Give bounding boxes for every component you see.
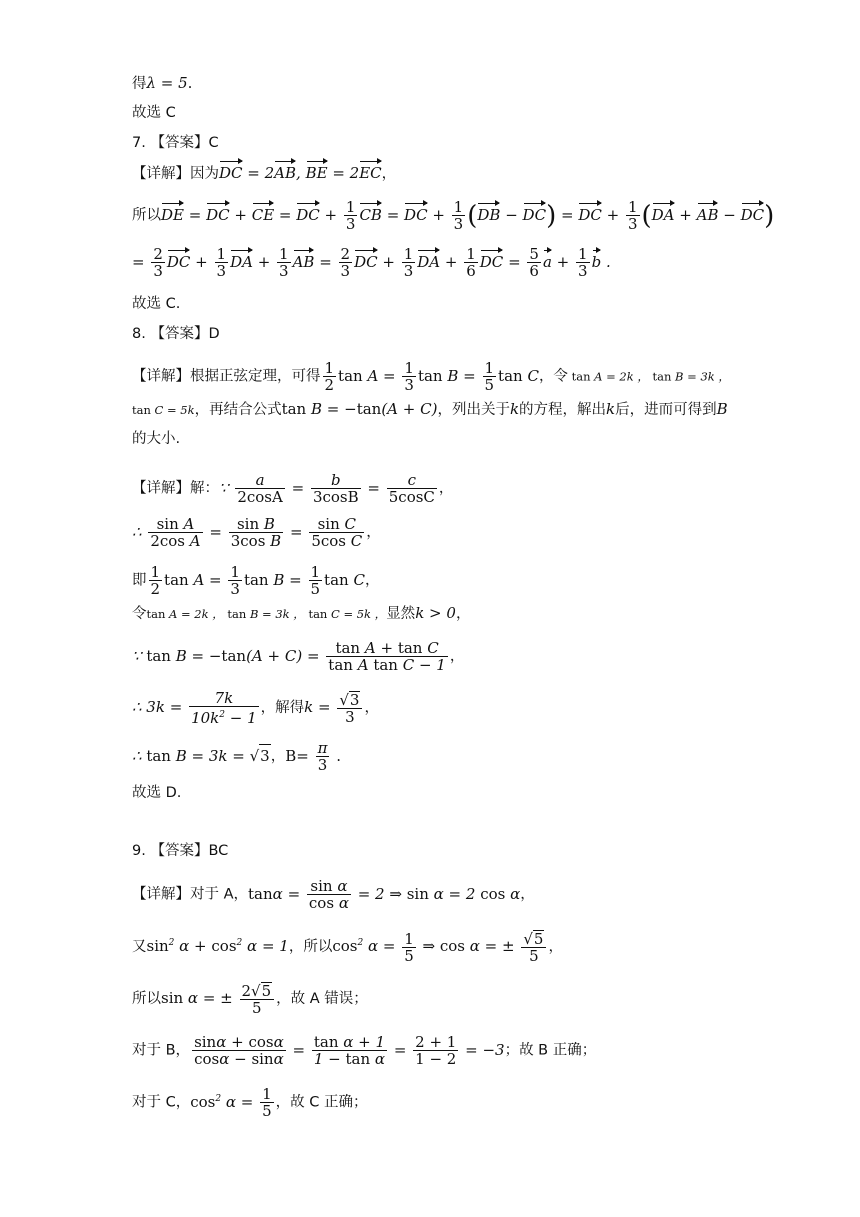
text: 又 <box>132 939 147 955</box>
text: ，令 <box>538 368 568 385</box>
answer-heading: 7. 【答案】C <box>132 135 219 151</box>
math-line: 【详解】根据正弦定理，可得 $\frac{1}{2}$ tan A = $\frac{1}{3}$ tan B = $\frac{1}{5}$ tan C，令 tan A = 2k ， tan B = 3k ， <box>132 359 730 394</box>
text: 所以 <box>132 207 161 224</box>
text: 显然 <box>386 606 416 622</box>
text: 对于 B， <box>132 1042 191 1059</box>
answer-heading: 8. 【答案】D <box>132 326 220 342</box>
math: λ = 5 <box>146 74 188 92</box>
math-line: 对于 B， $\frac{\sin\alpha + \cos\alpha}{\cos\alpha - \sin\alpha}$ = $\frac{\text{tan α + 1}}{\text{1 − tan α}}$ = $\frac{2 + 1}{1 - 2}$ = −3；故 B 正确； <box>132 1033 597 1068</box>
text-line <box>132 72 192 95</box>
text: 后，进而可得到 <box>615 402 717 418</box>
text-line: 【详解】因为DC = 2AB, BE = 2EC， <box>132 164 397 182</box>
text: 对于 C， <box>132 1094 191 1111</box>
math-line: 所以sin α = ± $\frac{2√5}{5}$ ，故 A 错误； <box>132 982 368 1017</box>
math-line: ∵ tan B = −tan(A + C) = $\frac{\text{tan A + tan C}}{\text{tan A tan C − 1}}$ ， <box>132 639 465 674</box>
math-line: 所以DE = DC + CE = DC + $\frac{1}{3}$ CB = DC + $\frac{1}{3}$ (DB − DC) = DC + $\frac{1}{3}$ (DA + AB − DC) <box>132 198 775 233</box>
answer-heading: 9. 【答案】BC <box>132 843 229 859</box>
text: ，所以 <box>288 939 333 955</box>
math-line: ∴ 3k = $\frac{7k}{10k^2 - 1}$ ，解得k = $\frac{√3}{3}$ ， <box>132 689 379 727</box>
text: 得 <box>132 76 147 92</box>
text-line: 令tan A = 2k ， tan B = 3k ， tan C = 5k ，显然k > 0， <box>132 604 471 622</box>
text-line: 故选 C <box>132 105 176 121</box>
text: ，故 C 正确； <box>275 1094 368 1111</box>
math-line: 对于 C，$\cos^2 \alpha$ = $\frac{1}{5}$ ，故 C 正确； <box>132 1085 368 1120</box>
text: 【详解】解： <box>132 480 219 497</box>
text-line: 故选 C. <box>132 296 181 312</box>
text: 的方程，解出 <box>519 402 607 418</box>
text: 【详解】因为 <box>132 166 219 182</box>
text: ，再结合公式 <box>194 402 282 418</box>
text: 即 <box>132 572 147 589</box>
text-line: 故选 D. <box>132 785 182 801</box>
math-line: = $\frac{2}{3}$ DC + $\frac{1}{3}$ DA + $\frac{1}{3}$ AB = $\frac{2}{3}$ DC + $\frac{1}{3}$ DA + $\frac{1}{6}$ DC = $\frac{5}{6}$ a + $\frac{1}{3}$ b . <box>132 245 611 280</box>
math-line: ∴ $\frac{\text{sin A}}{\text{2cos A}}$ = $\frac{\text{sin B}}{\text{3cos B}}$ = $\frac{\text{sin C}}{\text{5cos C}}$ ， <box>132 515 381 550</box>
text: ，故 A 错误； <box>276 991 368 1007</box>
math-line: 【详解】对于 A，tanα = $\frac{\text{sin α}}{\text{cos α}}$ = 2 ⇒ sin α = 2 cos α， <box>132 877 535 912</box>
math-line: 即 $\frac{1}{2}$ tan A = $\frac{1}{3}$ tan B = $\frac{1}{5}$ tan C， <box>132 563 380 598</box>
math-line: ∴ tan B = 3k = √3，B= $\frac{\pi}{3}$ . <box>132 739 341 774</box>
text: . <box>187 74 193 92</box>
math-line: 【详解】解：∵ $\frac{a}{2\cos A}$ = $\frac{b}{3\cos B}$ = $\frac{c}{5\cos C}$ ， <box>132 471 454 506</box>
text: 令 <box>132 606 147 622</box>
text: ；故 B 正确； <box>504 1042 597 1059</box>
math-line: 又$\sin^2 \alpha + \cos^2 \alpha = 1$，所以$\cos^2 \alpha$ = $\frac{1}{5}$ ⇒ cos α = ± $\frac{√5}{5}$ ， <box>132 929 563 965</box>
text-line: 的大小. <box>132 431 181 447</box>
text: 所以 <box>132 991 161 1007</box>
text: 【详解】对于 A， <box>132 886 249 903</box>
text: ，解得 <box>260 700 305 716</box>
text: 【详解】根据正弦定理，可得 <box>132 368 321 385</box>
text-line: tan C = 5k，再结合公式tan B = −tan(A + C)，列出关于k的方程，解出k后，进而可得到B <box>132 400 728 418</box>
text: ，列出关于 <box>437 402 510 418</box>
